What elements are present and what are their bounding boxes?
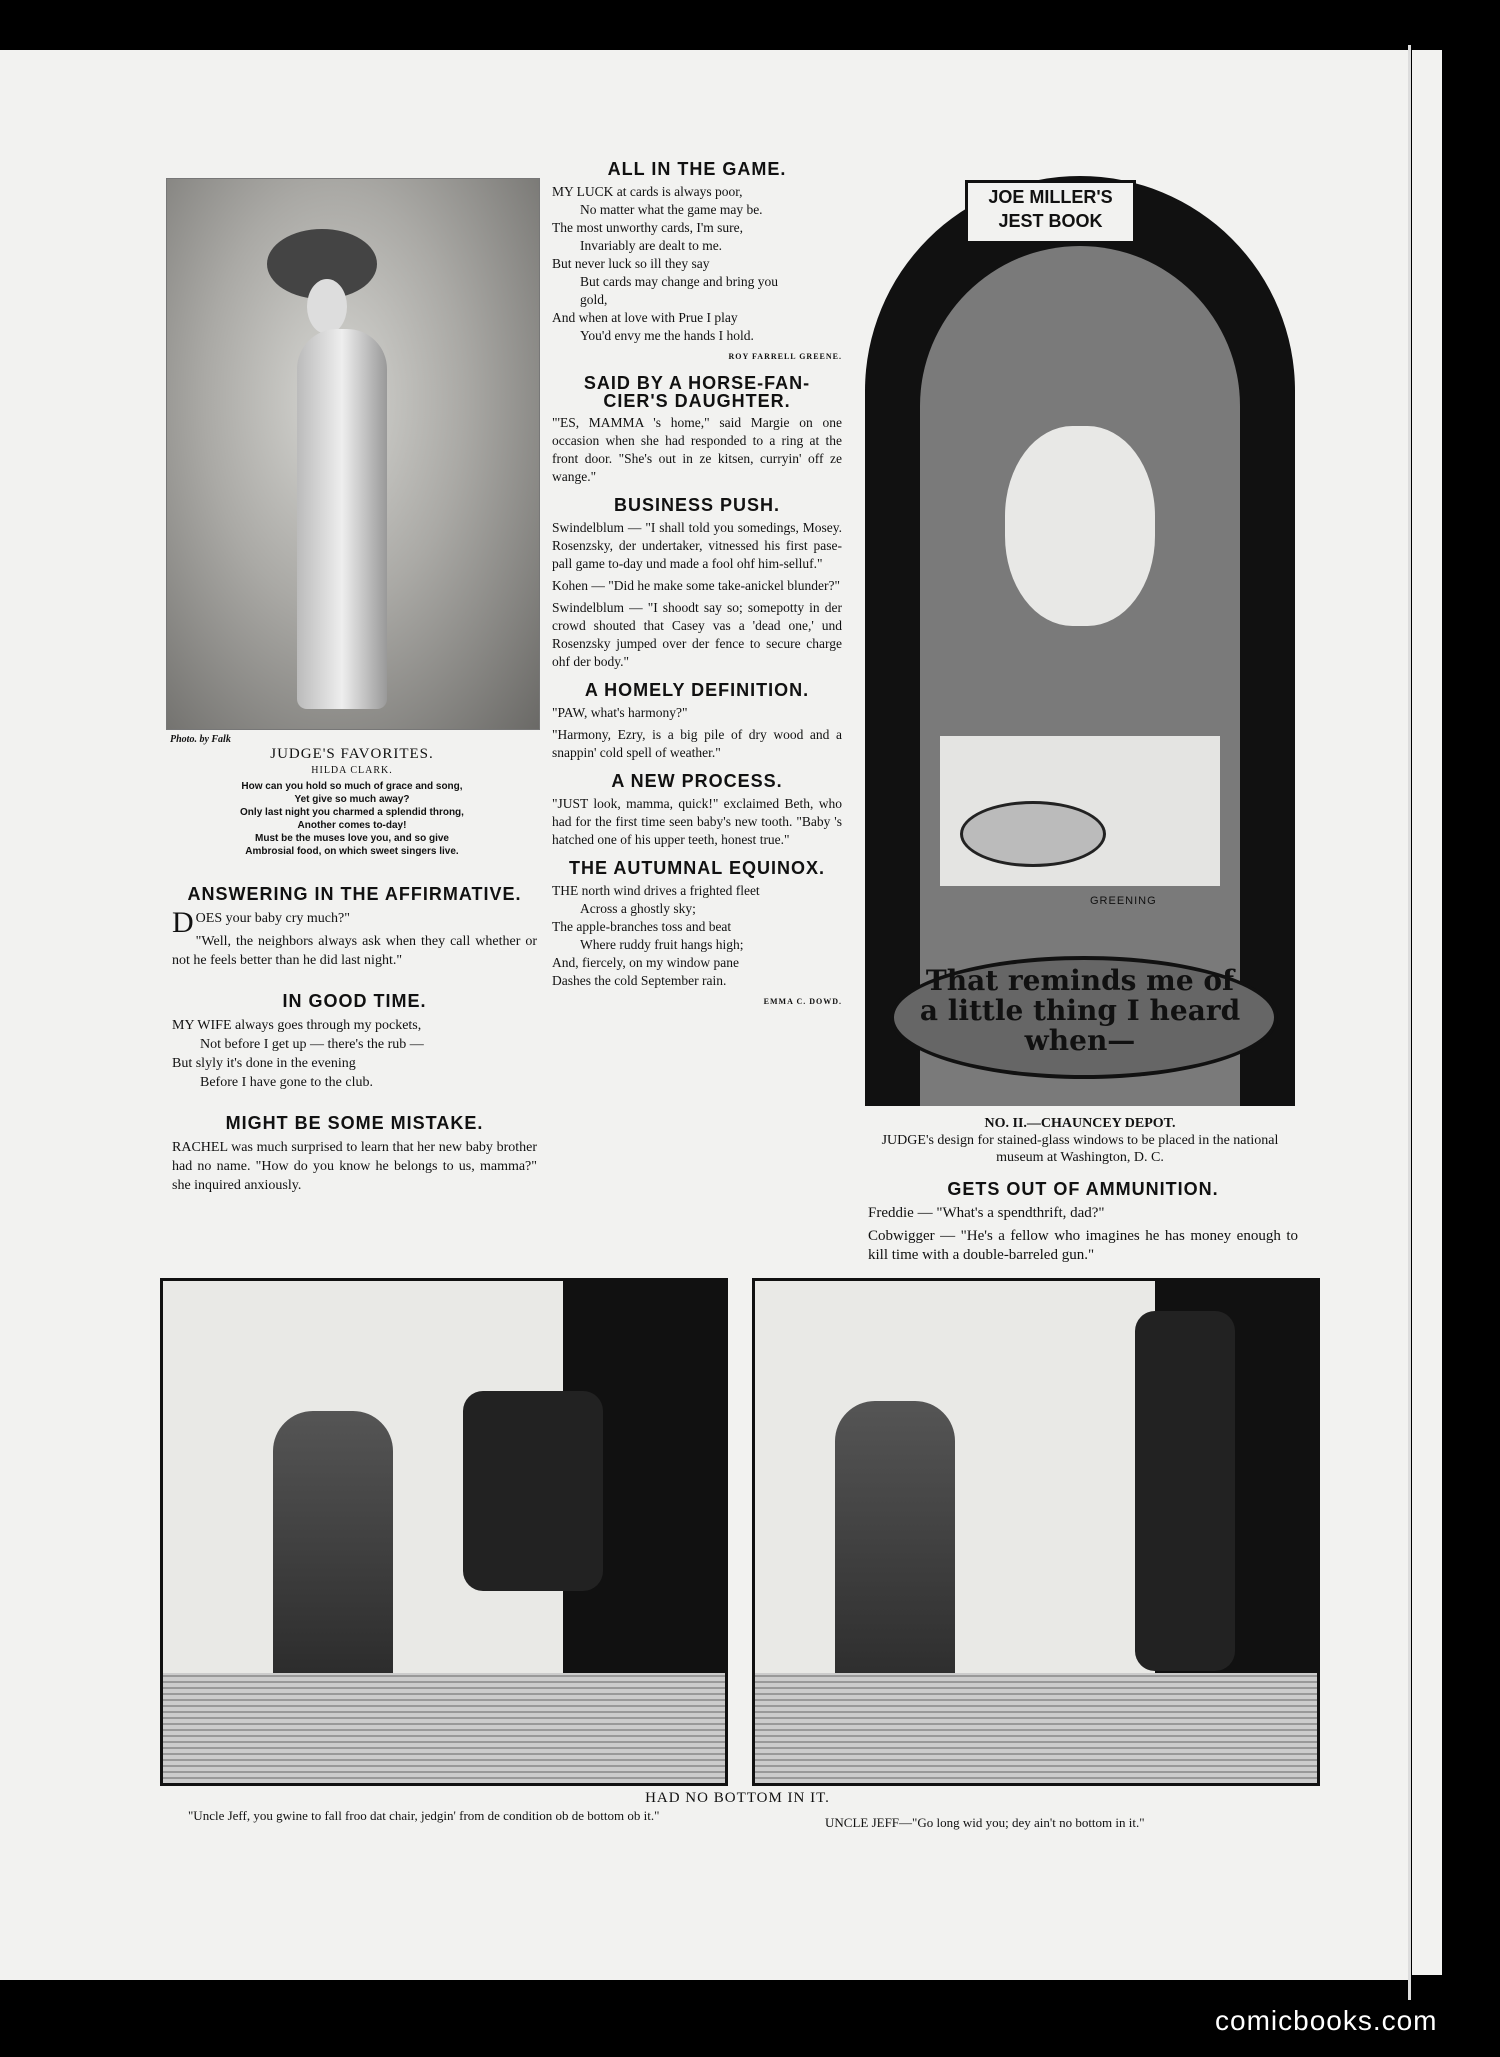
facing-page-strip [1412,50,1442,1975]
verse-line: Across a ghostly sky; [580,901,696,916]
window-caption-text: JUDGE's design for stained-glass windows to be placed in the national museum at Washington, D. C. [881,1133,1279,1165]
cartoon-caption-left: "Uncle Jeff, you gwine to fall froo dat chair, jedgin' from de condition ob de bottom ob it." [188,1808,660,1823]
artist-signature: GREENING [1090,895,1157,907]
verse-line: But slyly it's done in the evening [172,1056,356,1071]
jest-book-label-line2: JEST BOOK [998,211,1103,231]
chauncey-depot-face [1005,426,1155,626]
affirmative-line1: OES your baby cry much?" [195,911,350,926]
ammunition-p2: Cobwigger — "He's a fellow who imagines he has money enough to kill time with a double-barreled gun." [868,1228,1298,1263]
game-credit: ROY FARRELL GREENE. [728,352,842,361]
dropcap: D [172,906,194,939]
hilda-clark-photo [166,178,540,730]
verse-line: Dashes the cold September rain. [552,973,727,988]
good-time-verse [172,1016,537,1092]
verse-line: The most unworthy cards, I'm sure, [552,220,744,235]
ammunition-block [868,1180,1298,1269]
uncle-jeff-seated [463,1391,603,1591]
left-column [172,875,537,1199]
window-oval-text: That reminds me of a little thing I heard when— [919,964,1241,1057]
uncle-jeff-standing [1135,1311,1235,1671]
game-title: ALL IN THE GAME. [607,159,787,179]
affirmative-body [172,906,537,939]
cartoon-panel-left [160,1278,728,1786]
homely-p1: "PAW, what's harmony?" [552,705,688,720]
equinox-verse [552,882,842,990]
equinox-credit: EMMA C. DOWD. [763,997,842,1006]
panel-floor [755,1673,1317,1783]
verse-line: You'd envy me the hands I hold. [580,328,754,343]
favorites-verse [166,780,538,858]
favorites-name: HILDA CLARK. [311,765,393,776]
favorites-title: JUDGE'S FAVORITES. [270,746,434,762]
verse-line: Invariably are dealt to me. [580,238,723,253]
verse-line: Yet give so much away? [294,794,410,805]
ammunition-title: GETS OUT OF AMMUNITION. [947,1179,1219,1199]
verse-line: But never luck so ill they say [552,256,710,271]
verse-line: The apple-branches toss and beat [552,919,732,934]
panel-floor [163,1673,725,1783]
mistake-body: RACHEL was much surprised to learn that her new baby brother had no name. "How do you know he belongs to us, mamma?" she inquired anxiously. [172,1140,537,1193]
verse-line: Only last night you charmed a splendid throng, [240,807,464,818]
jest-book-label [965,180,1136,244]
cartoon-panel-right [752,1278,1320,1786]
verse-line: Another comes to-day! [297,820,407,831]
stained-glass-window [865,176,1295,1106]
equinox-title: THE AUTUMNAL EQUINOX. [568,858,825,878]
verse-line: Where ruddy fruit hangs high; [580,937,744,952]
verse-line: And when at love with Prue I play [552,310,738,325]
window-plate [960,801,1106,867]
affirmative-title: ANSWERING IN THE AFFIRMATIVE. [187,884,522,904]
horse-title-2: CIER'S DAUGHTER. [603,391,791,411]
verse-line: Must be the muses love you, and so give [255,833,449,844]
verse-line: How can you hold so much of grace and song, [241,781,463,792]
photo-credit: Photo. by Falk [170,734,231,745]
photo-head [307,279,347,334]
homely-title: A HOMELY DEFINITION. [584,680,810,700]
verse-line: Not before I get up — there's the rub — [200,1037,424,1052]
jest-book-label-line1: JOE MILLER'S [988,187,1113,207]
ammunition-p1: Freddie — "What's a spendthrift, dad?" [868,1205,1105,1221]
verse-line: MY WIFE always goes through my pockets, [172,1018,422,1033]
mistake-title: MIGHT BE SOME MISTAKE. [225,1113,484,1133]
horse-body: "'ES, MAMMA 's home," said Margie on one occasion when she had responded to a ring at the front door. "She's out in ze kitsen, curryin' off ze wange." [552,415,842,484]
cartoon-caption-right: UNCLE JEFF—"Go long wid you; dey ain't no bottom in it." [825,1815,1145,1830]
process-title: A NEW PROCESS. [611,771,783,791]
window-caption [865,1115,1295,1166]
window-caption-title: NO. II.—CHAUNCEY DEPOT. [984,1116,1176,1131]
affirmative-body2: "Well, the neighbors always ask when they call whether or not he feels better than he did last night." [172,934,537,968]
homely-p2: "Harmony, Ezry, is a big pile of dry wood and a snappin' cold spell of weather." [552,727,842,760]
business-p1: Swindelblum — "I shall told you somedings, Mosey. Rosenzsky, der undertaker, vitnessed his first pase-pall game to-day und made a fool ohf him-selluf." [552,520,842,571]
cartoon-title: HAD NO BOTTOM IN IT. [645,1790,830,1806]
verse-line: MY LUCK at cards is always poor, [552,184,743,199]
business-p3: Swindelblum — "I shoodt say so; somepotty in der crowd shouted that Casey vas a 'dead one,' und Rosenzsky jumped over der fence to secure charge ohf der body." [552,600,842,669]
verse-line: gold, [580,292,608,307]
middle-column [552,160,842,1019]
verse-line: Before I have gone to the club. [200,1075,373,1090]
verse-line: THE north wind drives a frighted fleet [552,883,760,898]
business-p2: Kohen — "Did he make some take-anickel blunder?" [552,578,841,593]
verse-line: No matter what the game may be. [580,202,763,217]
verse-line: But cards may change and bring you [580,274,778,289]
business-title: BUSINESS PUSH. [613,495,781,515]
process-body: "JUST look, mamma, quick!" exclaimed Beth, who had for the first time seen baby's new tooth. "Baby 's hatched one of his upper teeth, honest true." [552,796,842,847]
site-watermark: comicbooks.com [1215,2005,1438,2036]
verse-line: And, fiercely, on my window pane [552,955,739,970]
favorites-block [166,748,538,858]
horse-title-1: SAID BY A HORSE-FAN- [583,373,811,393]
good-time-title: IN GOOD TIME. [282,991,427,1011]
game-verse [552,183,842,345]
verse-line: Ambrosial food, on which sweet singers live. [245,846,459,857]
photo-dress [297,329,387,709]
